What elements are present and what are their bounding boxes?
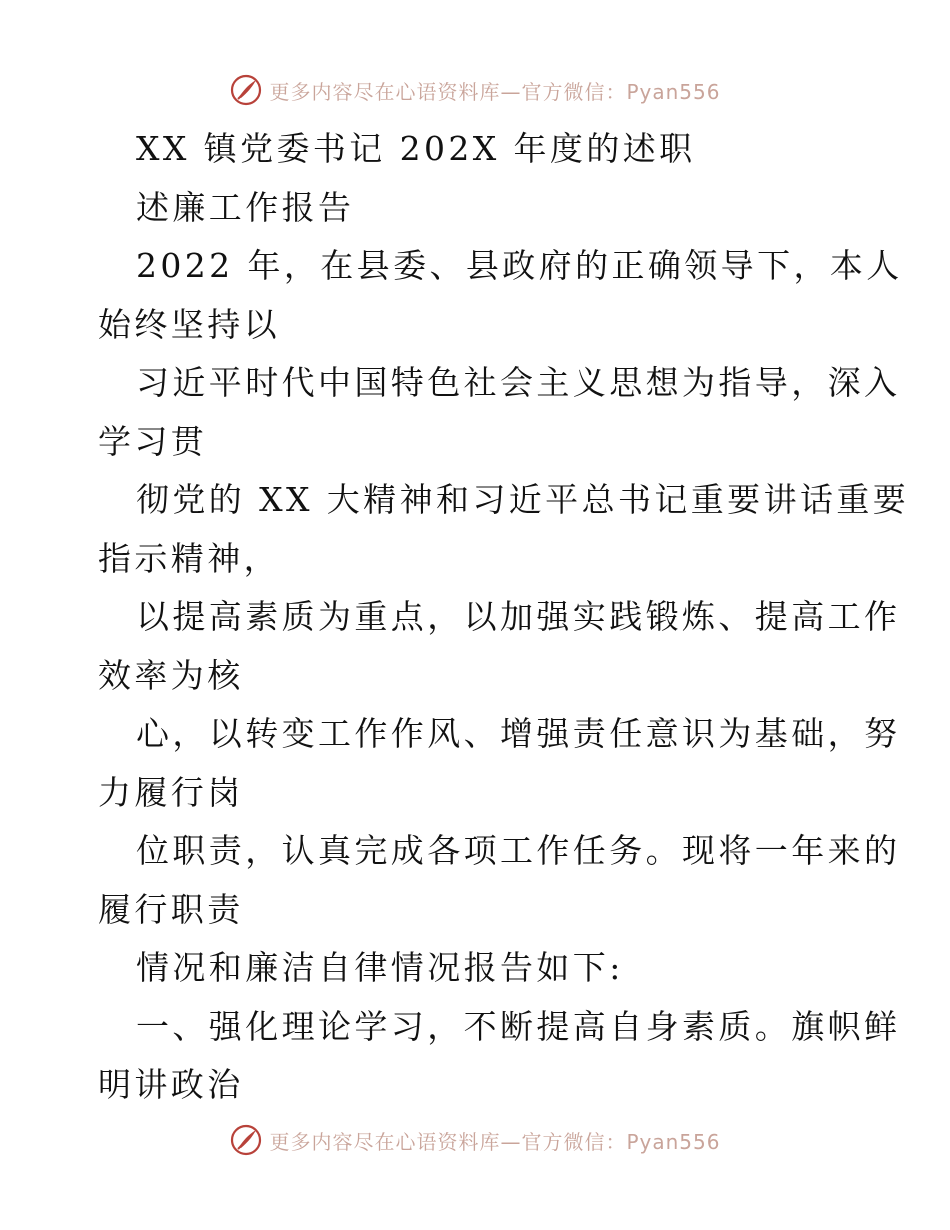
paragraph-line: 学习贯: [98, 421, 208, 461]
paragraph-line: 履行职责: [98, 889, 244, 929]
paragraph-line: 心，以转变工作作风、增强责任意识为基础，努: [136, 714, 901, 753]
quill-circle-logo-icon: [229, 73, 263, 107]
paragraph-line: 情况和廉洁自律情况报告如下:: [136, 948, 624, 987]
paragraph-line: 2022 年，在县委、县政府的正确领导下，本人: [136, 246, 903, 285]
paragraph-line: 彻党的 XX 大精神和习近平总书记重要讲话重要: [136, 480, 910, 519]
paragraph-line: 明讲政治: [98, 1065, 244, 1104]
title-line: XX 镇党委书记 202X 年度的述职: [136, 129, 696, 168]
watermark-text: 更多内容尽在心语资料库—官方微信：Pyan556: [269, 79, 721, 104]
watermark-footer: [0, 1120, 950, 1160]
paragraph-line: 指示精神，: [98, 538, 280, 578]
paragraph-line: 以提高素质为重点，以加强实践锻炼、提高工作: [136, 597, 901, 636]
document-body: [98, 120, 910, 1115]
paragraph-line: 位职责，认真完成各项工作任务。现将一年来的: [136, 831, 901, 870]
watermark-text: 更多内容尽在心语资料库—官方微信：Pyan556: [269, 1129, 721, 1154]
section-heading-line: 一、强化理论学习，不断提高自身素质。旗帜鲜: [136, 1006, 901, 1046]
title-line: 述廉工作报告: [136, 187, 355, 227]
paragraph-line: 力履行岗: [98, 772, 244, 812]
quill-circle-logo-icon: [229, 1123, 263, 1157]
watermark-header: [0, 70, 950, 110]
paragraph-line: 效率为核: [98, 655, 244, 695]
paragraph-line: 习近平时代中国特色社会主义思想为指导，深入: [136, 363, 901, 402]
paragraph-line: 始终坚持以: [98, 304, 280, 344]
